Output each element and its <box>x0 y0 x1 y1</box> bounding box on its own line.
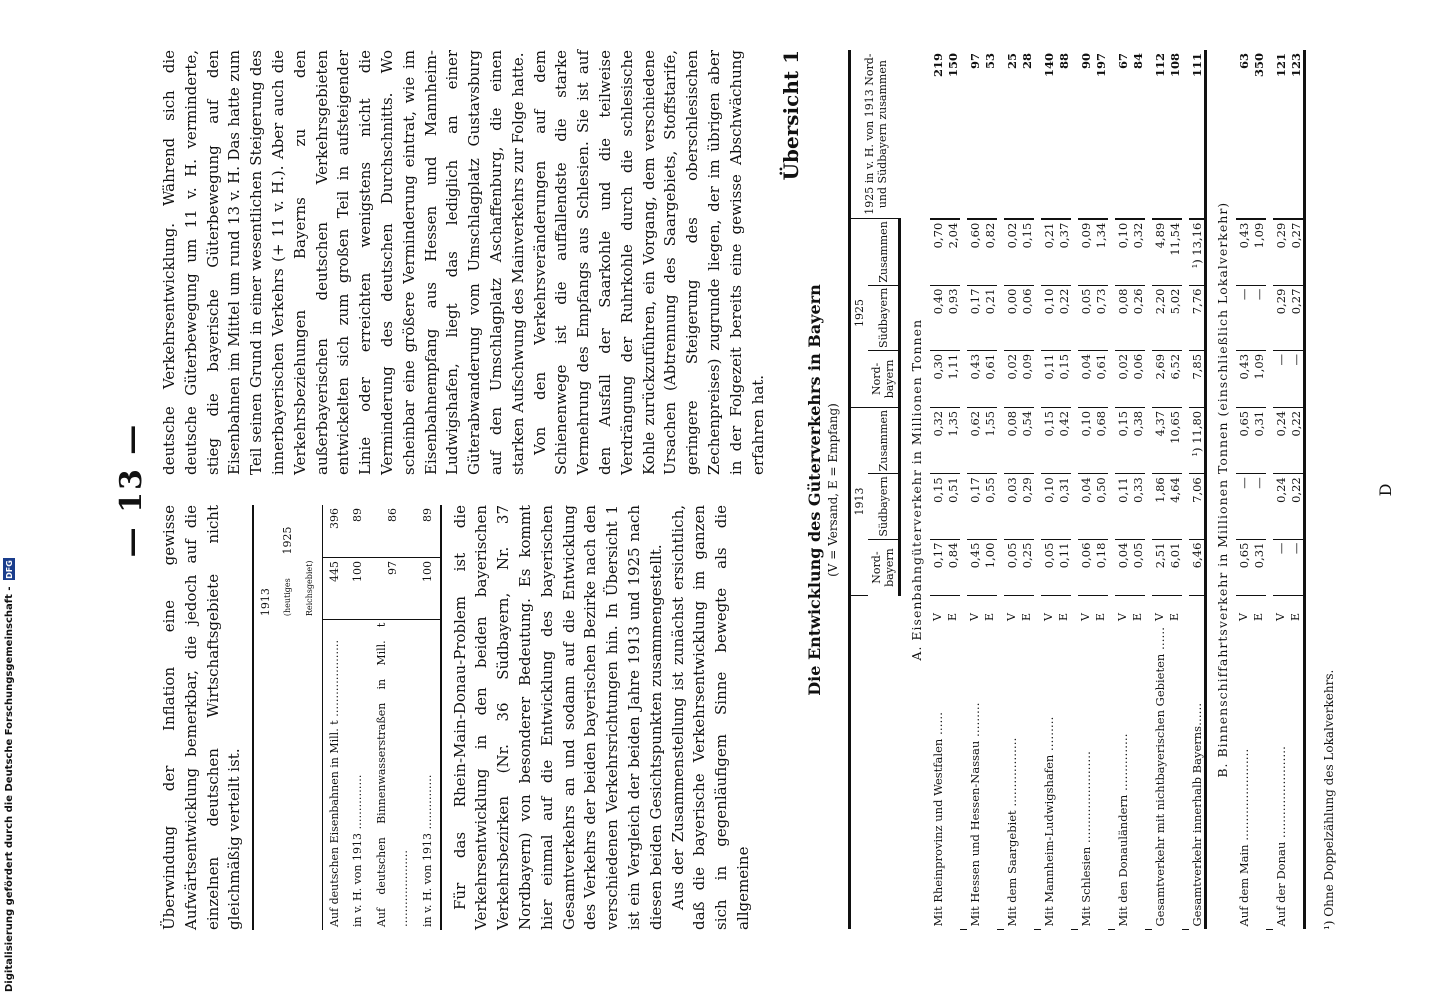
value-z13: 0,65 <box>1236 407 1251 473</box>
value-s25: 0,17 <box>967 285 982 350</box>
flow-type <box>1189 596 1206 625</box>
value-z13: 10,65 <box>1167 407 1182 473</box>
header-suedbayern-1925: Südbayern <box>868 285 900 350</box>
row-label: Auf deutschen Binnenwasserstraßen in Mill. t ………………… <box>375 622 410 927</box>
col-1925: 1925 <box>253 505 322 558</box>
value-percent: 63 <box>1236 50 1251 219</box>
value-n13: 6,46 <box>1189 539 1206 595</box>
value-percent: 111 <box>1189 50 1206 219</box>
value-z25: 1,34 <box>1093 219 1108 285</box>
value-n13: 0,31 <box>1251 539 1266 595</box>
value-s25: 0,27 <box>1288 285 1305 350</box>
value-s25: 0,26 <box>1130 285 1145 350</box>
row-label <box>1288 624 1305 929</box>
value-n25: — <box>1288 350 1305 407</box>
table-row <box>1251 50 1266 930</box>
value-percent: 123 <box>1288 50 1305 219</box>
section-b-title: B. Binnenschiffahrtsverkehr in Millionen Tonnen (einschließlich Lokalverkehr) <box>1215 201 1231 778</box>
flow-type: E <box>1020 613 1034 622</box>
value-1913: 100 <box>416 558 441 620</box>
value-s13: 0,33 <box>1130 474 1145 539</box>
value-z25: 4,89 <box>1152 219 1167 285</box>
value-s25: 0,40 <box>930 285 945 350</box>
col-1913: 1913 (heutiges Reichsgebiet) <box>253 558 322 620</box>
overview-title: Die Entwicklung des Güterverkehrs in Bayern <box>805 284 825 696</box>
value-s25: 0,05 <box>1078 285 1093 350</box>
table-row <box>1078 50 1093 930</box>
value-n13: 0,17 <box>930 539 945 595</box>
table-row <box>1189 50 1206 930</box>
value-1913: 100 <box>346 558 370 620</box>
row-label: Auf deutschen Eisenbahnen in Mill. t ………………… <box>327 639 341 927</box>
value-z13: 0,10 <box>1078 407 1093 473</box>
table-row <box>1004 50 1019 930</box>
value-n13: 0,11 <box>1056 539 1071 595</box>
rail-rows <box>930 50 1206 930</box>
right-column <box>159 50 769 475</box>
row-gap <box>1071 50 1078 930</box>
header-zusammen-1913: Zusammen <box>868 407 900 473</box>
row-label: Mit Mannheim-Ludwigshafen ……… <box>1041 716 1056 927</box>
row-label <box>1093 624 1108 929</box>
value-z13: 0,32 <box>930 407 945 473</box>
value-1913: 97 <box>370 558 416 620</box>
row-label: Mit Schlesien …………………… <box>1078 751 1093 927</box>
value-percent: 350 <box>1251 50 1266 219</box>
value-s13: 0,24 <box>1273 474 1288 539</box>
row-label <box>1056 624 1071 929</box>
value-s25: 0,10 <box>1041 285 1056 350</box>
value-n25: 0,09 <box>1019 350 1034 407</box>
header-suedbayern-1913: Südbayern <box>868 474 900 539</box>
table-row <box>1167 50 1182 930</box>
value-z25: 0,10 <box>1115 219 1130 285</box>
value-n25: 0,43 <box>967 350 982 407</box>
left-paragraph-3: Aus der Zusammenstellung ist zunächst ersichtlich, daß die bayerische Verkehrsentwicklung im ganzen sich in gegenläufigem Sinne bewegte als die allgemeine <box>668 505 752 930</box>
value-z13: 0,08 <box>1004 407 1019 473</box>
value-percent: 84 <box>1130 50 1145 219</box>
section-a-title: A. Eisenbahngüterverkehr in Millionen Tonnen <box>909 318 925 661</box>
page-number: — 13 — <box>114 422 149 558</box>
table-row <box>930 50 945 930</box>
value-n25: 0,02 <box>1004 350 1019 407</box>
value-n25: 0,11 <box>1041 350 1056 407</box>
value-1925: 89 <box>346 505 370 558</box>
value-z13: 0,62 <box>967 407 982 473</box>
value-s13: 0,04 <box>1078 474 1093 539</box>
table-row <box>945 50 960 930</box>
value-n13: 0,04 <box>1115 539 1130 595</box>
inland-shipping-rows <box>1236 50 1305 930</box>
value-n25: 0,61 <box>1093 350 1108 407</box>
value-s13: — <box>1251 474 1266 539</box>
value-z13: 0,68 <box>1093 407 1108 473</box>
row-label: Mit den Donauländern …………… <box>1115 733 1130 927</box>
flow-type: V <box>1153 613 1167 622</box>
value-z25: 0,82 <box>982 219 997 285</box>
value-z25: 0,37 <box>1056 219 1071 285</box>
row-label <box>945 624 960 929</box>
value-n25: 0,04 <box>1078 350 1093 407</box>
table-row <box>416 505 441 930</box>
value-s25: 0,93 <box>945 285 960 350</box>
value-s13: 7,06 <box>1189 474 1206 539</box>
row-label: Auf dem Main …………………… <box>1236 748 1251 927</box>
value-z13: 0,38 <box>1130 407 1145 473</box>
value-s13: 4,64 <box>1167 474 1182 539</box>
value-n13: 0,45 <box>967 539 982 595</box>
row-gap <box>1034 50 1041 930</box>
value-z13: 0,22 <box>1288 407 1305 473</box>
value-s13: 0,50 <box>1093 474 1108 539</box>
page-content <box>110 50 1396 930</box>
header-1913: 1913 <box>850 407 869 595</box>
volume-table <box>252 505 441 930</box>
value-1913: 445 <box>322 558 346 620</box>
value-z25: 0,27 <box>1288 219 1305 285</box>
value-n13: 0,25 <box>1019 539 1034 595</box>
digitization-sidebar <box>0 0 18 1000</box>
flow-type: V <box>1237 613 1251 622</box>
flow-type: V <box>1274 613 1288 622</box>
value-z13: 0,31 <box>1251 407 1266 473</box>
table-row <box>1152 50 1167 930</box>
value-n25: 0,61 <box>982 350 997 407</box>
value-z25: 0,29 <box>1273 219 1288 285</box>
flow-type: E <box>1252 613 1266 622</box>
right-paragraph-2: Von den Verkehrsveränderungen auf dem Schienenwege ist die auffallendste die starke Vermehrung des Empfangs aus Schlesien. Sie ist auf den Ausfall der Saarkohle und die teilweise Verdrängung der Ruhrkohle durch die schlesische Kohle zurückzuführen, ein Vorgang, dem verschiedene Ursachen (Abtrennung des Saargebiets, Stoffstarife, geringere Steigerung des oberschlesischen Zechenpreises) zugrunde liegen, der im übrigen aber in der Folgezeit bereits eine gewisse Abschwächung erfahren hat. <box>530 50 767 475</box>
table-row <box>1093 50 1108 930</box>
row-label: Mit Hessen und Hessen-Nassau ……… <box>967 702 982 927</box>
value-s25: 5,02 <box>1167 285 1182 350</box>
value-z25: 0,60 <box>967 219 982 285</box>
table-row <box>1288 50 1305 930</box>
value-n25: 0,06 <box>1130 350 1145 407</box>
row-label: Gesamtverkehr mit nichtbayerischen Gebieten …… <box>1152 627 1167 927</box>
value-n13: — <box>1288 539 1305 595</box>
left-column <box>159 505 769 930</box>
header-1925: 1925 <box>850 219 869 408</box>
overview-label: Übersicht 1 <box>779 50 804 181</box>
value-s13: 0,03 <box>1004 474 1019 539</box>
value-n13: 2,51 <box>1152 539 1167 595</box>
left-paragraph-1: Überwindung der Inflation eine gewisse Aufwärtsentwicklung bemerkbar, die jedoch auf die einzelnen deutschen Wirtschaftsgebiete nicht gleichmäßig verteilt ist. <box>160 505 244 930</box>
value-z13: 1,55 <box>982 407 997 473</box>
table-row <box>967 50 982 930</box>
value-s25: 0,08 <box>1115 285 1130 350</box>
value-percent: 108 <box>1167 50 1182 219</box>
row-gap <box>1182 50 1189 930</box>
freight-table <box>848 50 1306 930</box>
flow-type: V <box>1079 613 1093 622</box>
value-percent: 112 <box>1152 50 1167 219</box>
value-n25: 1,11 <box>945 350 960 407</box>
table-row <box>1130 50 1145 930</box>
right-paragraph-1: deutsche Verkehrsentwicklung. Während sich die deutsche Güterbewegung um 11 v. H. verminderte, stieg die bayerische Güterbewegung auf den Eisenbahnen im Mittel um rund 13 v. H. Das hatte zum Teil seinen Grund in einer wesentlichen Steigerung des innerbayerischen Verkehrs (+ 11 v. H.). Aber auch die Verkehrsbeziehungen Bayerns zu den außerbayerischen deutschen Verkehrsgebieten entwickelten sich zum großen Teil in aufsteigender Linie oder erreichten wenigstens nicht die Verminderung des deutschen Durchschnitts. Wo scheinbar eine größere Verminderung eintrat, wie im Eisenbahnempfang aus Hessen und Mannheim-Ludwigshafen, liegt das lediglich an einer Güterabwanderung vom Umschlagplatz Gustavsburg auf den Umschlagplatz Aschaffenburg, die einen starken Aufschwung des Mainverkehrs zur Folge hatte. <box>160 50 527 475</box>
value-n13: 0,05 <box>1004 539 1019 595</box>
value-n25: 1,09 <box>1251 350 1266 407</box>
value-percent: 219 <box>930 50 945 219</box>
value-percent: 121 <box>1273 50 1288 219</box>
table-row <box>322 505 346 930</box>
table-row <box>1115 50 1130 930</box>
value-n25: — <box>1273 350 1288 407</box>
row-label <box>1130 624 1145 929</box>
table-row <box>1273 50 1288 930</box>
value-n13: 1,00 <box>982 539 997 595</box>
value-s13: 0,55 <box>982 474 997 539</box>
row-label <box>1251 624 1266 929</box>
value-1925: 396 <box>322 505 346 558</box>
table-row <box>1019 50 1034 930</box>
flow-type: E <box>946 613 960 622</box>
value-s25: 0,06 <box>1019 285 1034 350</box>
value-z13: 0,24 <box>1273 407 1288 473</box>
row-gap <box>1108 50 1115 930</box>
value-s13: 0,17 <box>967 474 982 539</box>
value-z13: 0,15 <box>1041 407 1056 473</box>
table-row <box>1056 50 1071 930</box>
flow-type: E <box>1131 613 1145 622</box>
row-gap <box>1266 50 1273 930</box>
value-n25: 0,15 <box>1056 350 1071 407</box>
header-percent: 1925 in v. H. von 1913 Nord- und Südbayern zusammen <box>850 50 900 219</box>
value-s25: 7,76 <box>1189 285 1206 350</box>
flow-type: V <box>968 613 982 622</box>
value-s25: — <box>1251 285 1266 350</box>
overview-subtitle: (V = Versand, E = Empfang) <box>826 403 841 577</box>
row-gap <box>1145 50 1152 930</box>
row-label: in v. H. von 1913 …………… <box>416 619 441 930</box>
dfg-logo: DFG <box>4 560 14 579</box>
row-label: in v. H. von 1913 …………… <box>351 774 365 927</box>
value-percent: 97 <box>967 50 982 219</box>
value-s13: — <box>1236 474 1251 539</box>
value-s13: 0,11 <box>1115 474 1130 539</box>
value-percent: 90 <box>1078 50 1093 219</box>
value-percent: 53 <box>982 50 997 219</box>
value-s13: 1,86 <box>1152 474 1167 539</box>
flow-type: V <box>1042 613 1056 622</box>
row-label: Auf der Donau …………………… <box>1273 746 1288 927</box>
text-columns <box>159 50 769 930</box>
row-label: Mit Rheinprovinz und Westfalen …… <box>930 712 945 927</box>
value-n13: 0,06 <box>1078 539 1093 595</box>
value-s25: 0,21 <box>982 285 997 350</box>
flow-type: V <box>1116 613 1130 622</box>
value-z25: 11,54 <box>1167 219 1182 285</box>
flow-type: E <box>1168 613 1182 622</box>
table-row <box>982 50 997 930</box>
value-n25: 2,69 <box>1152 350 1167 407</box>
value-percent: 88 <box>1056 50 1071 219</box>
value-z25: 0,02 <box>1004 219 1019 285</box>
row-gap <box>997 50 1004 930</box>
value-percent: 25 <box>1004 50 1019 219</box>
flow-type: E <box>983 613 997 622</box>
value-z25: 0,32 <box>1130 219 1145 285</box>
value-z25: 0,09 <box>1078 219 1093 285</box>
table-row <box>346 505 370 930</box>
value-n13: 0,05 <box>1041 539 1056 595</box>
value-z25: 1,09 <box>1251 219 1266 285</box>
value-z25: 0,21 <box>1041 219 1056 285</box>
value-n25: 0,43 <box>1236 350 1251 407</box>
flow-type: E <box>1288 596 1305 625</box>
value-z13: 0,54 <box>1019 407 1034 473</box>
value-n13: 0,84 <box>945 539 960 595</box>
value-z25: 2,04 <box>945 219 960 285</box>
value-percent: 197 <box>1093 50 1108 219</box>
value-z25: 0,43 <box>1236 219 1251 285</box>
row-gap <box>960 50 967 930</box>
header-nordbayern-1925: Nord-bayern <box>868 350 900 407</box>
value-n13: — <box>1273 539 1288 595</box>
value-percent: 28 <box>1019 50 1034 219</box>
value-s13: 0,10 <box>1041 474 1056 539</box>
signature-mark: D <box>1376 483 1396 497</box>
value-s25: 0,00 <box>1004 285 1019 350</box>
value-1925: 86 <box>370 505 416 558</box>
value-1925: 89 <box>416 505 441 558</box>
footnote: ¹) Ohne Doppelzählung des Lokalverkehrs. <box>1322 669 1337 930</box>
value-n13: 0,18 <box>1093 539 1108 595</box>
volume-table-body <box>322 505 440 930</box>
header-zusammen-1925: Zusammen <box>868 219 900 285</box>
value-z25: 0,15 <box>1019 219 1034 285</box>
table-row <box>370 505 416 930</box>
value-n13: 6,01 <box>1167 539 1182 595</box>
value-z13: 0,42 <box>1056 407 1071 473</box>
left-paragraph-2: Für das Rhein-Main-Donau-Problem ist die Verkehrsentwicklung in den beiden bayerischen Verkehrsbezirken (Nr. 36 Südbayern, Nr. 37 Nordbayern) von besonderer Bedeutung. Es kommt hier einmal auf die Entwicklung des bayerischen Gesamtverkehrs an und sodann auf die Entwicklung des Verkehrs der beiden bayerischen Bezirke nach den verschiedenen Verkehrsrichtungen hin. In Übersicht 1 ist ein Vergleich der beiden Jahre 1913 und 1925 nach diesen beiden Gesichtspunkten zusammengestellt. <box>450 505 665 930</box>
header-nordbayern-1913: Nord-bayern <box>868 539 900 595</box>
row-label <box>1167 624 1182 929</box>
value-s25: 0,22 <box>1056 285 1071 350</box>
value-z13: 4,37 <box>1152 407 1167 473</box>
flow-type: V <box>931 613 945 622</box>
value-s25: 2,20 <box>1152 285 1167 350</box>
value-s13: 0,15 <box>930 474 945 539</box>
value-n25: 7,85 <box>1189 350 1206 407</box>
value-z13: 0,15 <box>1115 407 1130 473</box>
value-s13: 0,31 <box>1056 474 1071 539</box>
flow-type: E <box>1094 613 1108 622</box>
table-row <box>1041 50 1056 930</box>
value-n25: 0,30 <box>930 350 945 407</box>
value-n13: 0,65 <box>1236 539 1251 595</box>
value-s13: 0,51 <box>945 474 960 539</box>
flow-type: E <box>1057 613 1071 622</box>
row-label: Gesamtverkehr innerhalb Bayerns…… <box>1189 624 1206 929</box>
value-n25: 6,52 <box>1167 350 1182 407</box>
value-n13: 0,05 <box>1130 539 1145 595</box>
flow-type: V <box>1005 613 1019 622</box>
value-s13: 0,22 <box>1288 474 1305 539</box>
value-percent: 140 <box>1041 50 1056 219</box>
row-label <box>1019 624 1034 929</box>
value-s25: — <box>1236 285 1251 350</box>
value-s25: 0,73 <box>1093 285 1108 350</box>
value-percent: 67 <box>1115 50 1130 219</box>
value-z13: 1,35 <box>945 407 960 473</box>
value-z13: ¹) 11,80 <box>1189 407 1206 473</box>
table-row <box>1236 50 1251 930</box>
digitization-credit: Digitalisierung gefördert durch die Deutsche Forschungsgemeinschaft - <box>3 586 15 992</box>
row-label: Mit dem Saargebiet ……………… <box>1004 737 1019 927</box>
value-z25: 0,70 <box>930 219 945 285</box>
value-z25: ¹) 13,16 <box>1189 219 1206 285</box>
value-s25: 0,29 <box>1273 285 1288 350</box>
value-s13: 0,29 <box>1019 474 1034 539</box>
value-percent: 150 <box>945 50 960 219</box>
row-label <box>982 624 997 929</box>
value-n25: 0,02 <box>1115 350 1130 407</box>
